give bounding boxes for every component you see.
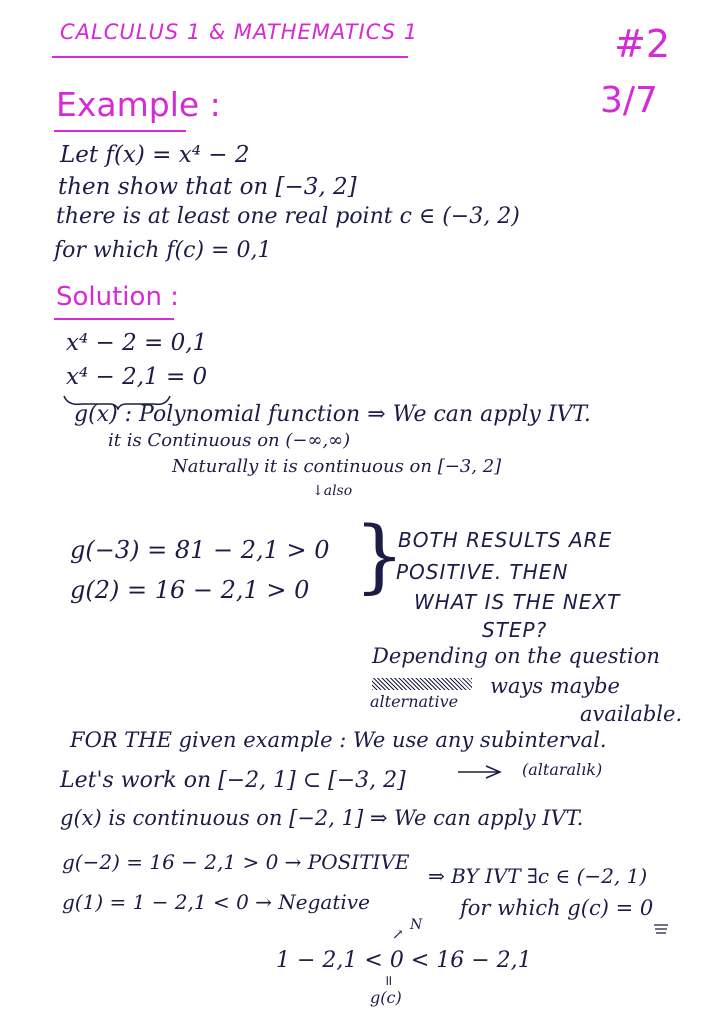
equals-marker: ॥ xyxy=(384,973,393,989)
also-note: ↓also xyxy=(312,483,353,499)
gx-polynomial-line: g(x) : Polynomial function ⇒ We can apply IVT. xyxy=(74,402,591,427)
equation-2: x⁴ − 2,1 = 0 xyxy=(66,364,208,390)
title-underline xyxy=(52,56,408,58)
solution-underline xyxy=(54,318,174,320)
example-line-2: then show that on [−3, 2] xyxy=(58,174,357,200)
naturally-line: Naturally it is continuous on [−3, 2] xyxy=(172,456,502,477)
arrow-to-altaralik xyxy=(456,764,504,782)
page-fraction: 3/7 xyxy=(600,80,658,121)
by-ivt-line: ⇒ BY IVT ∃c ∈ (−2, 1) xyxy=(428,864,648,888)
g-minus3-eval: g(−3) = 81 − 2,1 > 0 xyxy=(70,536,330,564)
example-underline xyxy=(54,130,186,132)
gx-continuous-line: g(x) is continuous on [−2, 1] ⇒ We can apply IVT. xyxy=(60,806,584,830)
solution-heading: Solution : xyxy=(56,282,179,312)
continuous-line: it is Continuous on (−∞,∞) xyxy=(108,430,351,451)
lets-work-line: Let's work on [−2, 1] ⊂ [−3, 2] xyxy=(60,768,406,793)
right-brace: } xyxy=(354,509,405,602)
example-line-3: there is at least one real point c ∈ (−3, 2) xyxy=(56,204,520,229)
n-marker: N xyxy=(410,917,423,933)
final-inequality: 1 − 2,1 < 0 < 16 − 2,1 xyxy=(276,948,532,973)
depending-line-3: alternative xyxy=(370,692,459,711)
gc-label: g(c) xyxy=(370,988,402,1007)
scribbled-out-word xyxy=(372,678,472,690)
given-example-line: FOR THE given example : We use any subinterval. xyxy=(70,728,607,752)
side-note-line-1: BOTH RESULTS ARE xyxy=(398,528,613,552)
example-line-1: Let f(x) = x⁴ − 2 xyxy=(60,142,250,168)
depending-line-2: ways maybe xyxy=(490,674,620,698)
triple-underline-zero xyxy=(652,922,670,936)
course-title: CALCULUS 1 & MATHEMATICS 1 xyxy=(60,20,419,44)
side-note-line-4: STEP? xyxy=(482,618,548,642)
depending-line-1: Depending on the question xyxy=(372,644,660,668)
altaralik-note: (altaralık) xyxy=(522,760,603,779)
arrow-to-n: ↗ xyxy=(392,927,404,943)
equation-1: x⁴ − 2 = 0,1 xyxy=(66,330,208,356)
g-1-eval: g(1) = 1 − 2,1 < 0 → Negative xyxy=(62,890,370,914)
example-line-4: for which f(c) = 0,1 xyxy=(54,238,272,263)
lecture-number: #2 xyxy=(614,22,671,66)
side-note-line-2: POSITIVE. THEN xyxy=(396,560,569,584)
side-note-line-3: WHAT IS THE NEXT xyxy=(414,590,621,614)
example-heading: Example : xyxy=(56,85,221,124)
for-which-line: for which g(c) = 0 xyxy=(460,896,654,920)
g-2-eval: g(2) = 16 − 2,1 > 0 xyxy=(70,576,310,604)
g-minus2-eval: g(−2) = 16 − 2,1 > 0 → POSITIVE xyxy=(62,850,410,874)
depending-line-4: available. xyxy=(580,702,683,726)
